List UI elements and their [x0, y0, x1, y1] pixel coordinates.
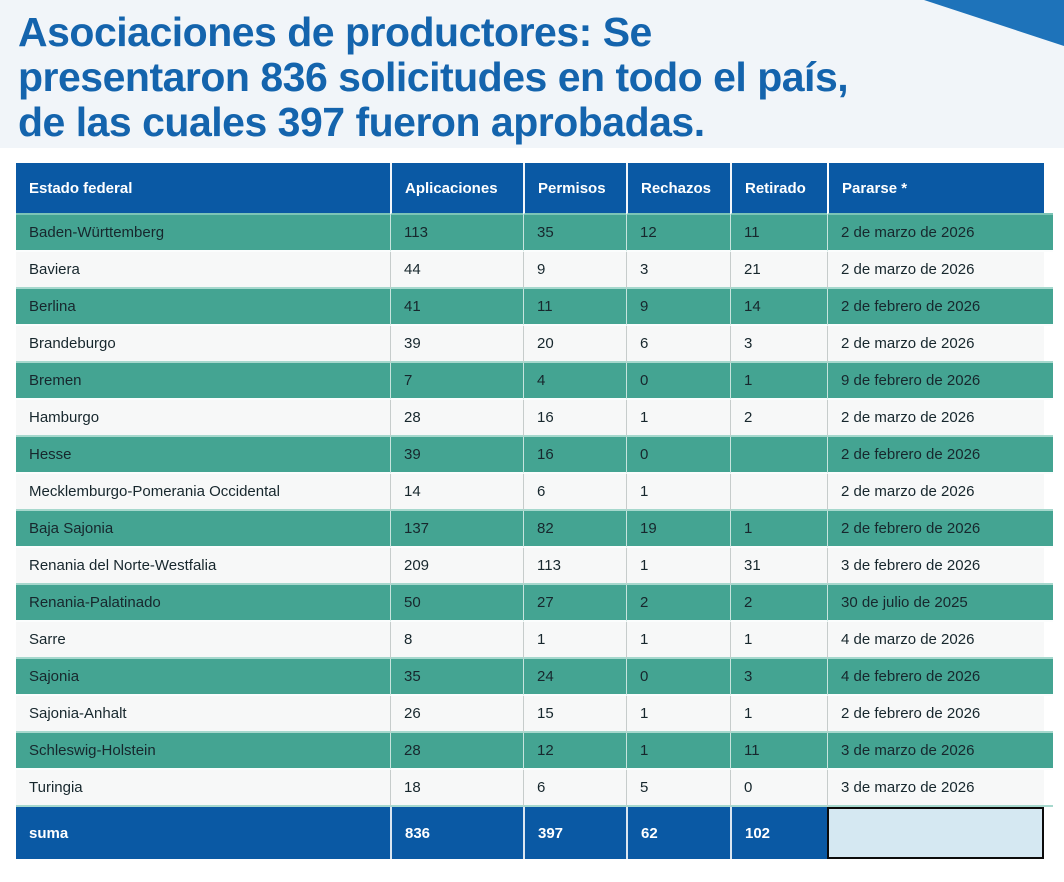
total-row [16, 807, 1053, 859]
cell: 39 [390, 437, 523, 474]
cell: 28 [390, 733, 523, 770]
cell: 11 [730, 215, 827, 252]
cell: 2 de marzo de 2026 [827, 252, 1053, 289]
cell: 5 [626, 770, 730, 807]
table-row [16, 585, 1053, 622]
cell: 2 de marzo de 2026 [827, 326, 1053, 363]
table-row [16, 548, 1053, 585]
cell: 4 de marzo de 2026 [827, 622, 1053, 659]
cell: Hesse [16, 437, 390, 474]
cell: 113 [523, 548, 626, 585]
cell: Hamburgo [16, 400, 390, 437]
cell: 12 [626, 215, 730, 252]
cell: 3 de febrero de 2026 [827, 548, 1053, 585]
cell: 3 [730, 659, 827, 696]
table-row [16, 363, 1053, 400]
cell: 18 [390, 770, 523, 807]
cell: 3 [626, 252, 730, 289]
cell: 26 [390, 696, 523, 733]
cell: 24 [523, 659, 626, 696]
cell: 21 [730, 252, 827, 289]
cell: 1 [626, 696, 730, 733]
cell: 3 de marzo de 2026 [827, 770, 1053, 807]
column-header: Rechazos [626, 163, 730, 215]
cell: 11 [523, 289, 626, 326]
total-aplicaciones: 836 [390, 807, 523, 859]
cell: 1 [730, 622, 827, 659]
cell: 44 [390, 252, 523, 289]
page-title-line: de las cuales 397 fueron aprobadas. [18, 99, 705, 145]
table-row [16, 511, 1053, 548]
cell: Mecklemburgo-Pomerania Occidental [16, 474, 390, 511]
cell: 1 [730, 511, 827, 548]
cell: Baja Sajonia [16, 511, 390, 548]
cell [730, 437, 827, 474]
cell: 1 [626, 622, 730, 659]
cell: 2 [730, 400, 827, 437]
total-retirado: 102 [730, 807, 827, 859]
table-row [16, 696, 1053, 733]
cell: 2 [626, 585, 730, 622]
cell: Sarre [16, 622, 390, 659]
cell: 11 [730, 733, 827, 770]
cell: 2 de febrero de 2026 [827, 289, 1053, 326]
cell: 2 de marzo de 2026 [827, 400, 1053, 437]
cell: 209 [390, 548, 523, 585]
cell: 2 de marzo de 2026 [827, 474, 1053, 511]
table-row [16, 289, 1053, 326]
cell: Renania del Norte-Westfalia [16, 548, 390, 585]
hero-band [0, 0, 1064, 148]
cell: 8 [390, 622, 523, 659]
cell: 6 [523, 474, 626, 511]
cell: 19 [626, 511, 730, 548]
cell: 14 [730, 289, 827, 326]
cell: 1 [626, 400, 730, 437]
cell: 9 [523, 252, 626, 289]
page-title-line: presentaron 836 solicitudes en todo el país, [18, 54, 849, 100]
cell: 1 [730, 696, 827, 733]
cell: 41 [390, 289, 523, 326]
total-label: suma [16, 807, 390, 859]
cell: Turingia [16, 770, 390, 807]
cell: 20 [523, 326, 626, 363]
total-permisos: 397 [523, 807, 626, 859]
cell: 1 [626, 474, 730, 511]
cell: 1 [626, 548, 730, 585]
cell: 6 [626, 326, 730, 363]
cell: 15 [523, 696, 626, 733]
column-header: Permisos [523, 163, 626, 215]
column-header: Aplicaciones [390, 163, 523, 215]
cell: Bremen [16, 363, 390, 400]
table-row [16, 437, 1053, 474]
cell: 28 [390, 400, 523, 437]
cell: 6 [523, 770, 626, 807]
cell: Brandeburgo [16, 326, 390, 363]
cell: 2 de febrero de 2026 [827, 437, 1053, 474]
page-title [18, 10, 1048, 145]
cell: 9 [626, 289, 730, 326]
table-row [16, 400, 1053, 437]
cell: 3 [730, 326, 827, 363]
cell: Renania-Palatinado [16, 585, 390, 622]
table-row [16, 252, 1053, 289]
cell: 35 [523, 215, 626, 252]
cell: 16 [523, 437, 626, 474]
cell: 16 [523, 400, 626, 437]
table-row [16, 733, 1053, 770]
cell: 0 [730, 770, 827, 807]
cell: Sajonia-Anhalt [16, 696, 390, 733]
cell: 1 [523, 622, 626, 659]
cell: 3 de marzo de 2026 [827, 733, 1053, 770]
cell: 12 [523, 733, 626, 770]
cell: 2 [730, 585, 827, 622]
cell: 113 [390, 215, 523, 252]
table-row [16, 215, 1053, 252]
cell: 50 [390, 585, 523, 622]
cell: Berlina [16, 289, 390, 326]
column-header: Pararse * [827, 163, 1053, 215]
cell: 9 de febrero de 2026 [827, 363, 1053, 400]
selected-cell [827, 807, 1044, 859]
cell: Schleswig-Holstein [16, 733, 390, 770]
cell: 31 [730, 548, 827, 585]
page-title-line: Asociaciones de productores: Se [18, 9, 652, 55]
table-row [16, 659, 1053, 696]
cell: 2 de febrero de 2026 [827, 511, 1053, 548]
states-table [16, 163, 1053, 859]
cell: 1 [730, 363, 827, 400]
cell: 39 [390, 326, 523, 363]
cell: 0 [626, 659, 730, 696]
cell [730, 474, 827, 511]
cell: 0 [626, 437, 730, 474]
column-header: Estado federal [16, 163, 390, 215]
cell: 82 [523, 511, 626, 548]
cell: Baden-Württemberg [16, 215, 390, 252]
cell: 35 [390, 659, 523, 696]
cell: 137 [390, 511, 523, 548]
cell: 2 de marzo de 2026 [827, 215, 1053, 252]
cell: 2 de febrero de 2026 [827, 696, 1053, 733]
table-header-row [16, 163, 1053, 215]
cell: Baviera [16, 252, 390, 289]
cell: 0 [626, 363, 730, 400]
total-rechazos: 62 [626, 807, 730, 859]
cell: 7 [390, 363, 523, 400]
column-header: Retirado [730, 163, 827, 215]
table-row [16, 474, 1053, 511]
cell: 1 [626, 733, 730, 770]
cell: 4 [523, 363, 626, 400]
cell: 27 [523, 585, 626, 622]
total-pararse-cell [827, 807, 1053, 859]
table-row [16, 326, 1053, 363]
table-row [16, 622, 1053, 659]
table-body [16, 215, 1053, 807]
cell: 14 [390, 474, 523, 511]
cell: Sajonia [16, 659, 390, 696]
table-container [16, 163, 1053, 859]
table-row [16, 770, 1053, 807]
cell: 4 de febrero de 2026 [827, 659, 1053, 696]
cell: 30 de julio de 2025 [827, 585, 1053, 622]
